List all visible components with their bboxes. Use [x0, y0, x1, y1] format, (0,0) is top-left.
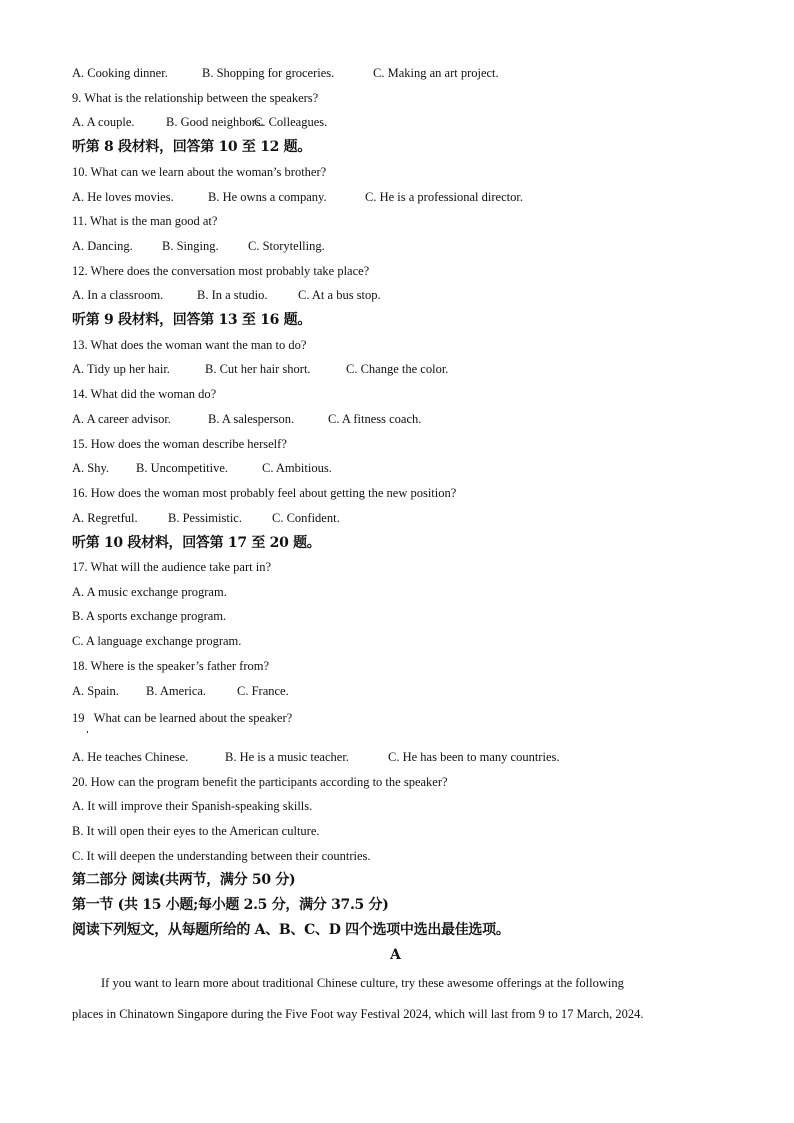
- question: 13. What does the woman want the man to do?: [72, 338, 307, 352]
- question: 17. What will the audience take part in?: [72, 560, 271, 574]
- option: A. A career advisor.: [72, 412, 171, 426]
- option: B. A sports exchange program.: [72, 609, 227, 623]
- section-heading: 听第 10 段材料，回答第 17 至 20 题。: [72, 535, 321, 551]
- option: A. He loves movies.: [72, 190, 174, 204]
- option: B. He is a music teacher.: [225, 750, 349, 764]
- option: C. A language exchange program.: [72, 634, 242, 648]
- question: 15. How does the woman describe herself?: [72, 437, 287, 451]
- passage-line: places in Chinatown Singapore during the Five Foot way Festival 2024, which will last from 9 to 17 March, 2024.: [72, 1007, 644, 1021]
- option: B. America.: [146, 684, 207, 698]
- question: 14. What did the woman do?: [72, 387, 217, 401]
- question: 9. What is the relationship between the speakers?: [72, 91, 319, 105]
- option: B. Pessimistic.: [168, 511, 242, 525]
- option: C. He is a professional director.: [365, 190, 523, 204]
- passage-title: A: [390, 947, 401, 963]
- option: A. Regretful.: [72, 511, 138, 525]
- question: 11. What is the man good at?: [72, 214, 218, 228]
- section-heading: 听第 9 段材料，回答第 13 至 16 题。: [72, 312, 312, 328]
- question: 18. Where is the speaker’s father from?: [72, 659, 270, 673]
- section-heading: 听第 8 段材料，回答第 10 至 12 题。: [72, 139, 312, 155]
- option: A. A couple.: [72, 115, 135, 129]
- option: A. Tidy up her hair.: [72, 362, 170, 376]
- option: B. In a studio.: [197, 288, 268, 302]
- question: 12. Where does the conversation most probably take place?: [72, 264, 370, 278]
- option: B. Good neighbors.: [166, 115, 264, 129]
- option: C. Making an art project.: [373, 66, 499, 80]
- option: C. Change the color.: [346, 362, 449, 376]
- instructions: 阅读下列短文，从每题所给的 A、B、C、D 四个选项中选出最佳选项。: [72, 922, 510, 938]
- option: B. Cut her hair short.: [205, 362, 311, 376]
- option: A. Spain.: [72, 684, 119, 698]
- part-heading: 第二部分 阅读(共两节，满分 50 分): [72, 872, 296, 888]
- question: 19 What can be learned about the speaker?: [72, 711, 293, 725]
- option: C. A fitness coach.: [328, 412, 422, 426]
- question: 20. How can the program benefit the participants according to the speaker?: [72, 775, 448, 789]
- option: B. A salesperson.: [208, 412, 295, 426]
- option: B. Shopping for groceries.: [202, 66, 335, 80]
- option: C. Confident.: [272, 511, 340, 525]
- option: C. It will deepen the understanding between their countries.: [72, 849, 371, 863]
- passage-line: If you want to learn more about traditional Chinese culture, try these awesome offerings at the following: [101, 976, 624, 990]
- stray-mark: [87, 731, 88, 733]
- question: 10. What can we learn about the woman’s brother?: [72, 165, 327, 179]
- option: C. France.: [237, 684, 289, 698]
- option: A. Dancing.: [72, 239, 133, 253]
- option: B. Uncompetitive.: [136, 461, 228, 475]
- option: B. Singing.: [162, 239, 219, 253]
- option: A. Shy.: [72, 461, 110, 475]
- section-heading: 第一节 (共 15 小题;每小题 2.5 分，满分 37.5 分): [72, 897, 389, 913]
- option: A. In a classroom.: [72, 288, 164, 302]
- option: A. Cooking dinner.: [72, 66, 168, 80]
- option: B. He owns a company.: [208, 190, 327, 204]
- question: 16. How does the woman most probably feel about getting the new position?: [72, 486, 457, 500]
- option: A. It will improve their Spanish-speaking skills.: [72, 799, 313, 813]
- option: C. At a bus stop.: [298, 288, 381, 302]
- option: B. It will open their eyes to the American culture.: [72, 824, 320, 838]
- option: A. A music exchange program.: [72, 585, 227, 599]
- option: A. He teaches Chinese.: [72, 750, 189, 764]
- option: C. Storytelling.: [248, 239, 325, 253]
- option: C. Colleagues.: [254, 115, 328, 129]
- option: C. He has been to many countries.: [388, 750, 560, 764]
- option: C. Ambitious.: [262, 461, 332, 475]
